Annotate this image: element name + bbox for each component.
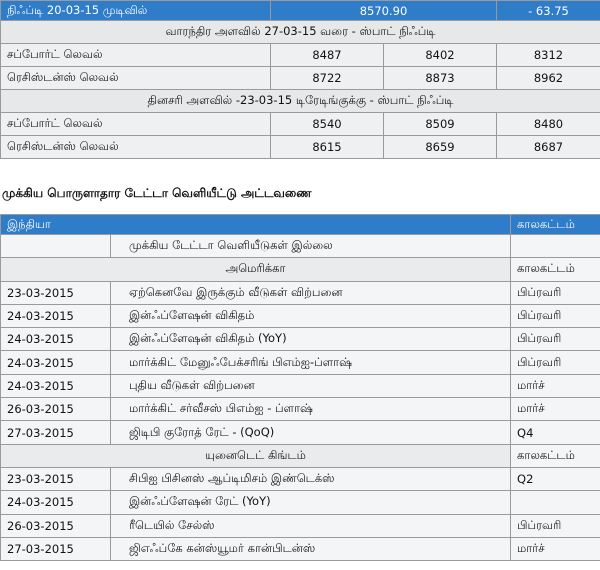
uk-section-row — [1, 444, 600, 467]
level-value: 8480 — [497, 113, 600, 136]
uk-period-header: காலகட்டம் — [511, 444, 600, 467]
event-name: இன்ஃப்ளேஷன் விகிதம் (YoY) — [111, 328, 511, 351]
level-value: 8962 — [497, 67, 600, 90]
usa-period-header: காலகட்டம் — [511, 258, 600, 281]
daily-support-row — [1, 113, 600, 136]
event-name: ஜிஎஃப்கே கன்ஸ்யூமர் கான்பிடன்ஸ் — [111, 537, 511, 560]
level-value: 8659 — [384, 136, 497, 159]
event-date: 24-03-2015 — [1, 304, 111, 327]
event-name: புதிய வீடுகள் விற்பனை — [111, 374, 511, 397]
usa-section-row — [1, 258, 600, 281]
event-row — [1, 491, 600, 514]
level-value: 8540 — [271, 113, 384, 136]
level-value: 8487 — [271, 44, 384, 67]
nifty-close-label: நிஃப்டி 20-03-15 முடிவில் — [1, 1, 271, 21]
event-name: ஜிடிபி குரோத் ரேட் - (QoQ) — [111, 421, 511, 444]
event-name: ஏற்கெனவே இருக்கும் வீடுகள் விற்பனை — [111, 281, 511, 304]
event-period: Q4 — [511, 421, 600, 444]
event-name: ரீடெயில் சேல்ஸ் — [111, 514, 511, 537]
event-row — [1, 281, 600, 304]
event-period — [511, 491, 600, 514]
level-label: ரெசிஸ்டன்ஸ் லெவல் — [1, 136, 271, 159]
event-date: 23-03-2015 — [1, 281, 111, 304]
nifty-close-value: 8570.90 — [271, 1, 497, 21]
uk-title: யுனைடெட் கிங்டம் — [1, 444, 511, 467]
level-label: ரெசிஸ்டன்ஸ் லெவல் — [1, 67, 271, 90]
level-value: 8722 — [271, 67, 384, 90]
event-period: பிப்ரவரி — [511, 351, 600, 374]
event-name: இன்ஃப்ளேஷன் விகிதம் — [111, 304, 511, 327]
event-period: பிப்ரவரி — [511, 328, 600, 351]
weekly-resistance-row — [1, 67, 600, 90]
level-label: சப்போர்ட் லெவல் — [1, 44, 271, 67]
econ-calendar-table — [0, 214, 600, 561]
level-label: சப்போர்ட் லெவல் — [1, 113, 271, 136]
event-date: 27-03-2015 — [1, 421, 111, 444]
uk-rows — [1, 467, 600, 560]
weekly-support-row — [1, 44, 600, 67]
event-period: மார்ச் — [511, 398, 600, 421]
daily-title-row — [1, 90, 600, 113]
econ-calendar-heading: முக்கிய பொருளாதார டேட்டா வெளியீட்டு அட்டவணை — [2, 186, 312, 200]
event-row — [1, 467, 600, 490]
event-period: பிப்ரவரி — [511, 514, 600, 537]
weekly-title: வாரந்திர அளவில் 27-03-15 வரை - ஸ்பாட் நிஃப்டி — [1, 21, 600, 44]
event-period: மார்ச் — [511, 374, 600, 397]
level-value: 8873 — [384, 67, 497, 90]
event-name: சிபிஐ பிசினஸ் ஆப்டிமிசம் இண்டெக்ஸ் — [111, 467, 511, 490]
event-row — [1, 374, 600, 397]
event-row — [1, 398, 600, 421]
econ-header-row — [1, 215, 600, 235]
event-row — [1, 351, 600, 374]
india-note: முக்கிய டேட்டா வெளியீடுகள் இல்லை — [111, 235, 511, 258]
india-note-row — [1, 235, 600, 258]
event-date: 24-03-2015 — [1, 491, 111, 514]
level-value: 8402 — [384, 44, 497, 67]
usa-title: அமெரிக்கா — [1, 258, 511, 281]
daily-resistance-row — [1, 136, 600, 159]
usa-rows — [1, 281, 600, 444]
event-date: 23-03-2015 — [1, 467, 111, 490]
level-value: 8687 — [497, 136, 600, 159]
level-value: 8312 — [497, 44, 600, 67]
event-date: 26-03-2015 — [1, 398, 111, 421]
event-date: 27-03-2015 — [1, 537, 111, 560]
event-period: பிப்ரவரி — [511, 304, 600, 327]
nifty-close-change: - 63.75 — [497, 1, 600, 21]
event-date: 24-03-2015 — [1, 351, 111, 374]
nifty-levels-table — [0, 0, 600, 159]
level-value: 8615 — [271, 136, 384, 159]
nifty-close-row — [1, 1, 600, 21]
event-date: 26-03-2015 — [1, 514, 111, 537]
event-name: மார்க்கிட் மேனுஃபேக்சரிங் பிஎம்ஐ-ப்ளாஷ் — [111, 351, 511, 374]
event-row — [1, 304, 600, 327]
event-row — [1, 537, 600, 560]
event-period: Q2 — [511, 467, 600, 490]
event-row — [1, 514, 600, 537]
event-name: மார்க்கிட் சர்வீசஸ் பிஎம்ஐ - ப்ளாஷ் — [111, 398, 511, 421]
country-header: இந்தியா — [1, 215, 511, 235]
daily-title: தினசரி அளவில் -23-03-15 டிரேடிங்குக்கு - ஸ்பாட் நிஃப்டி — [1, 90, 600, 113]
period-header: காலகட்டம் — [511, 215, 600, 235]
event-period: மார்ச் — [511, 537, 600, 560]
event-name: இன்ஃப்ளேஷன் ரேட் (YoY) — [111, 491, 511, 514]
event-date: 24-03-2015 — [1, 374, 111, 397]
weekly-title-row — [1, 21, 600, 44]
event-date: 24-03-2015 — [1, 328, 111, 351]
event-row — [1, 421, 600, 444]
event-row — [1, 328, 600, 351]
level-value: 8509 — [384, 113, 497, 136]
event-period: பிப்ரவரி — [511, 281, 600, 304]
